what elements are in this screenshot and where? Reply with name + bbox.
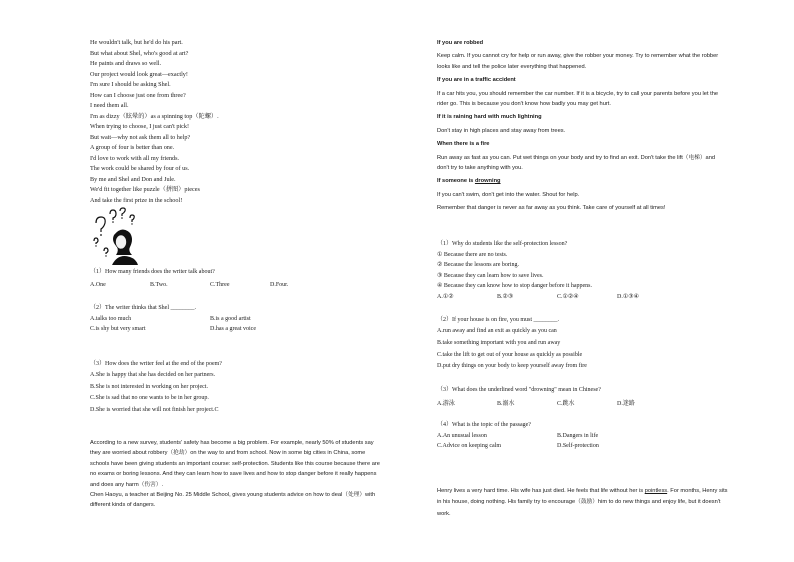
question-2: （2）If your house is on fire, you must ________. <box>437 317 559 323</box>
option-d[interactable]: D.has a great voice <box>210 326 256 332</box>
heading-prefix: If someone is <box>437 178 475 185</box>
option-b[interactable]: B.②③ <box>497 294 514 300</box>
poem-line: But what about Shel, who's good at art? <box>90 49 189 57</box>
underlined-word: pointless <box>644 488 668 494</box>
section-line: Don't stay in high places and stay away from trees. <box>437 127 566 134</box>
section-heading: When there is a fire <box>437 141 490 148</box>
option-a[interactable]: A.run away and find an exit as quickly as you can <box>437 328 557 334</box>
poem-line: He wouldn't talk, but he'd do his part. <box>90 39 183 46</box>
passage-line <box>437 486 771 496</box>
question-3: （3）What does the underlined word "drowning" mean in Chinese? <box>437 387 601 393</box>
poem-line: We'd fit together like puzzle（拼图）pieces <box>90 186 200 193</box>
poem-line: Our project would look great—exactly! <box>90 70 188 78</box>
passage-line: Chen Haoyu, a teacher at Beijing No. 25 Middle School, gives young students advice on how to deal（处理）with <box>90 492 376 499</box>
passage-line: they are worried about robbery（抢劫）on the way to and from school. Now in some big cities in China, some <box>90 450 366 457</box>
option-a[interactable]: A.talks too much <box>90 316 132 322</box>
passage-line: work. <box>437 510 451 517</box>
statement: ④ Because they can know how to stop danger before it happens. <box>437 282 593 289</box>
poem-line: I need them all. <box>90 102 129 109</box>
option-a[interactable]: A.One <box>90 282 106 288</box>
question-4: （4）What is the topic of the passage? <box>437 422 531 428</box>
section-line: Run away as fast as you can. Put wet things on your body and try to find an exit. Don't take the lift（电梯）and <box>437 154 716 161</box>
question-3-options <box>90 370 218 416</box>
option-c[interactable]: C.Advice on keeping calm <box>437 443 501 449</box>
section-line: looks like and tell the police later everything that happened. <box>437 63 587 70</box>
option-d[interactable]: D.put dry things on your body to keep yourself away from fire <box>437 363 587 370</box>
statement: ① Because there are no tests. <box>437 252 508 258</box>
option-b[interactable]: B.is a good artist <box>210 316 251 322</box>
section-heading: If you are in a traffic accident <box>437 77 516 84</box>
poem-line: And take the first prize in the school! <box>90 196 183 204</box>
option-c[interactable]: C.Three <box>210 282 230 288</box>
question-1: （1）Why do students like the self-protection lesson? <box>437 241 568 247</box>
option-a[interactable]: A.An unusual lesson <box>437 433 487 439</box>
poem-line: A group of four is better than one. <box>90 144 175 151</box>
passage-line: no exams or boring lessons. And they can learn how to save lives and how to stop danger before it really happens <box>90 471 377 478</box>
option-c[interactable]: C.She is sad that no one wants to be in her group. <box>90 395 209 401</box>
section-line: Remember that danger is never as far away as you think. Take care of yourself at all times! <box>437 205 666 212</box>
option-a[interactable]: A.①② <box>437 294 454 300</box>
passage-line: different kinds of dangers. <box>90 502 156 509</box>
passage-line: schools have been giving students an important course: self-protection. Students like this course because there are <box>90 460 380 467</box>
text-span: Henry lives a very hard time. His wife has just died. He feels that life without her is <box>437 488 645 494</box>
question-1: （1）How many friends does the writer talk about? <box>90 269 215 275</box>
section-line: don't try to take anything with you. <box>437 165 523 172</box>
option-a[interactable]: A.She is happy that she has decided on her partners. <box>90 372 216 378</box>
section-heading <box>437 176 767 186</box>
option-c[interactable]: C.①②④ <box>557 294 579 300</box>
poem-line: How can I choose just one from three? <box>90 91 186 99</box>
thinking-girl-illustration <box>90 205 150 265</box>
section-heading: If you are robbed <box>437 40 484 46</box>
option-b[interactable]: B.Two. <box>150 282 168 288</box>
statement: ② Because the lessons are boring. <box>437 262 520 269</box>
question-3: （3）How does the writer feel at the end of the poem? <box>90 361 222 367</box>
option-c[interactable]: C.跳水 <box>557 401 575 407</box>
safety-passage <box>90 438 424 511</box>
poem <box>90 38 219 206</box>
poem-line: When trying to choose, I just can't pick! <box>90 123 190 130</box>
option-b[interactable]: B.Dangers in life <box>557 433 599 439</box>
advice-passage <box>437 38 767 214</box>
text-span: . For months, Henry sits <box>667 488 728 494</box>
question-2-options <box>437 326 587 373</box>
underlined-word: drowning <box>474 178 501 185</box>
question-2: （2）The writer thinks that Shel ________. <box>90 305 196 311</box>
option-d[interactable]: D.迷路 <box>617 401 635 407</box>
section-line: rider go. This is because you don't know how badly you may get hurt. <box>437 101 611 108</box>
option-a[interactable]: A.游泳 <box>437 401 455 407</box>
option-b[interactable]: B.take something important with you and run away <box>437 339 561 346</box>
option-d[interactable]: D.She is worried that she will not finish her project.C <box>90 406 219 413</box>
poem-line: I'm sure I should be asking Shel. <box>90 81 171 88</box>
question-1-statements <box>437 250 592 291</box>
option-d[interactable]: D.①③④ <box>617 294 639 300</box>
section-line: Keep calm. If you cannot cry for help or run away, give the robber your money. Try to remember what the robber <box>437 53 719 60</box>
option-c[interactable]: C.is shy but very smart <box>90 326 146 332</box>
option-c[interactable]: C.take the lift to get out of your house as quickly as possible <box>437 351 583 358</box>
statement: ③ Because they can learn how to save lives. <box>437 272 544 279</box>
passage-line: in his house, doing nothing. His family try to encourage（鼓励）him to do new things and enjoy life, but it doesn't <box>437 499 721 506</box>
passage-line: and does any harm（伤害）. <box>90 481 164 488</box>
poem-line: The work could be shared by four of us. <box>90 165 190 172</box>
option-d[interactable]: D.Self-protection <box>557 443 599 449</box>
section-line: If a car hits you, you should remember the car number. If it is a bicycle, try to call your parents before you let the <box>437 90 719 97</box>
option-b[interactable]: B.溺水 <box>497 401 515 407</box>
option-b[interactable]: B.She is not interested in working on her project. <box>90 383 208 390</box>
section-heading: If it is raining hard with much lightning <box>437 114 542 121</box>
henry-passage <box>437 486 771 519</box>
poem-line: He paints and draws so well. <box>90 60 162 67</box>
option-d[interactable]: D.Four. <box>270 282 289 288</box>
poem-line: By me and Shel and Don and Jule. <box>90 175 176 183</box>
poem-line: I'm as dizzy（眩晕的）as a spinning top（陀螺）. <box>90 112 219 120</box>
poem-line: But wait—why not ask them all to help? <box>90 133 191 141</box>
passage-line: According to a new survey, students' safety has become a big problem. For example, nearly 50% of students say <box>90 440 374 446</box>
poem-line: I'd love to work with all my friends. <box>90 154 180 162</box>
section-line: If you can't swim, don't get into the water. Shout for help. <box>437 191 580 198</box>
